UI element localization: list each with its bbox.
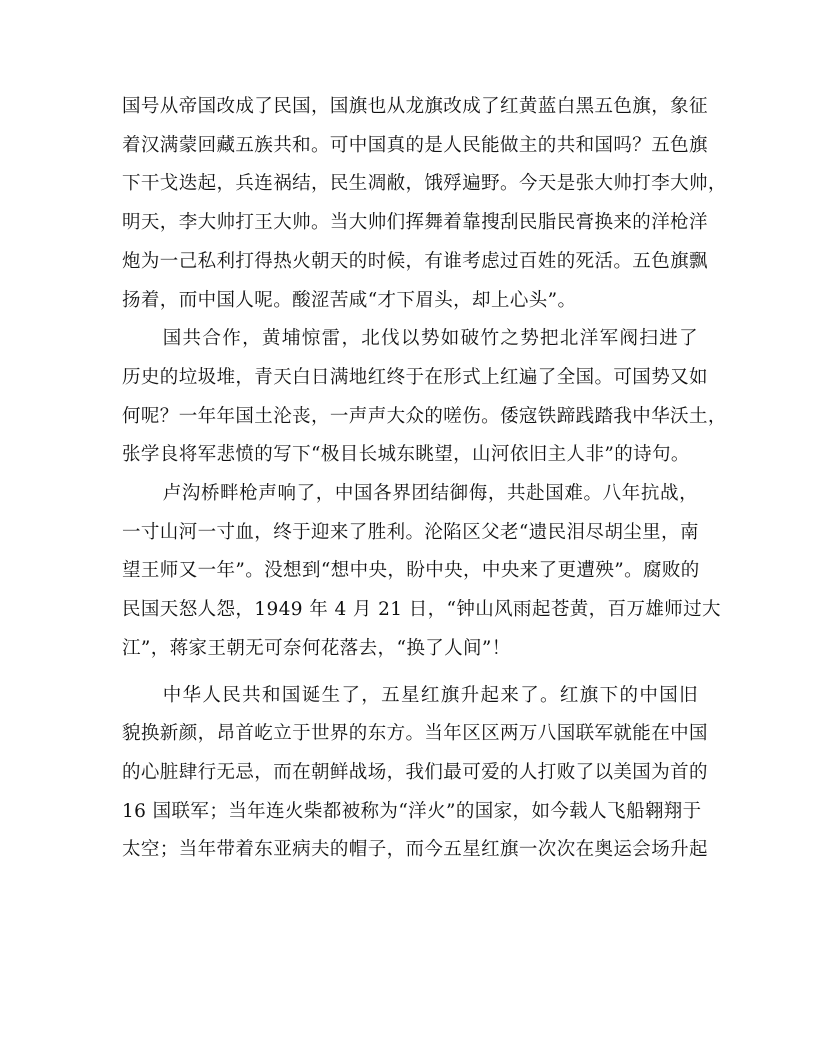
text-line: 民国天怒人怨，1949 年 4 月 21 日，“钟山风雨起苍黄，百万雄师过大 (122, 599, 721, 621)
text-line: 江”，蒋家王朝无可奈何花落去，“换了人间”！ (122, 637, 511, 659)
text-line: 明天，李大帅打王大帅。当大帅们挥舞着靠搜刮民脂民膏换来的洋枪洋 (122, 212, 708, 234)
text-line: 一寸山河一寸血，终于迎来了胜利。沦陷区父老“遗民泪尽胡尘里，南 (122, 521, 699, 543)
text-line: 炮为一己私利打得热火朝天的时候，有谁考虑过百姓的死活。五色旗飘 (122, 250, 708, 272)
text-line: 历史的垃圾堆，青天白日满地红终于在形式上红遍了全国。可国势又如 (122, 366, 708, 388)
paragraph-3 (122, 475, 721, 669)
text-line: 何呢？一年年国土沦丧，一声声大众的嗟伤。倭寇铁蹄践踏我中华沃土， (122, 405, 727, 427)
text-line: 国号从帝国改成了民国，国旗也从龙旗改成了红黄蓝白黑五色旗，象征 (122, 96, 708, 117)
text-line: 貌换新颜，昂首屹立于世界的东方。当年区区两万八国联军就能在中国 (122, 723, 708, 745)
text-line: 卢沟桥畔枪声响了，中国各界团结御侮，共赴国难。八年抗战， (162, 483, 698, 505)
text-line: 的心脏肆行无忌，而在朝鲜战场，我们最可爱的人打败了以美国为首的 (122, 761, 708, 783)
text-line: 16 国联军；当年连火柴都被称为“洋火”的国家，如今载人飞船翱翔于 (122, 800, 702, 822)
text-line: 下干戈迭起，兵连祸结，民生凋敝，饿殍遍野。今天是张大帅打李大帅， (122, 173, 727, 195)
text-line: 中华人民共和国诞生了，五星红旗升起来了。红旗下的中国旧 (162, 684, 698, 706)
text-line: 张学良将军悲愤的写下“极目长城东眺望，山河依旧主人非”的诗句。 (122, 444, 690, 466)
paragraph-1 (122, 88, 727, 320)
text-line: 望王师又一年”。没想到“想中央，盼中央，中央来了更遭殃”。腐败的 (122, 560, 700, 582)
text-line: 太空；当年带着东亚病夫的帽子，而今五星红旗一次次在奥运会场升起 (122, 839, 708, 861)
paragraph-2 (122, 320, 727, 475)
text-line: 国共合作，黄埔惊雷，北伐以势如破竹之势把北洋军阀扫进了 (162, 328, 698, 350)
document-body (122, 88, 727, 870)
text-line: 着汉满蒙回藏五族共和。可中国真的是人民能做主的共和国吗？五色旗 (122, 134, 708, 156)
text-line: 扬着，而中国人呢。酸涩苦咸“才下眉头，却上心头”。 (122, 289, 577, 311)
paragraph-4 (122, 677, 708, 871)
